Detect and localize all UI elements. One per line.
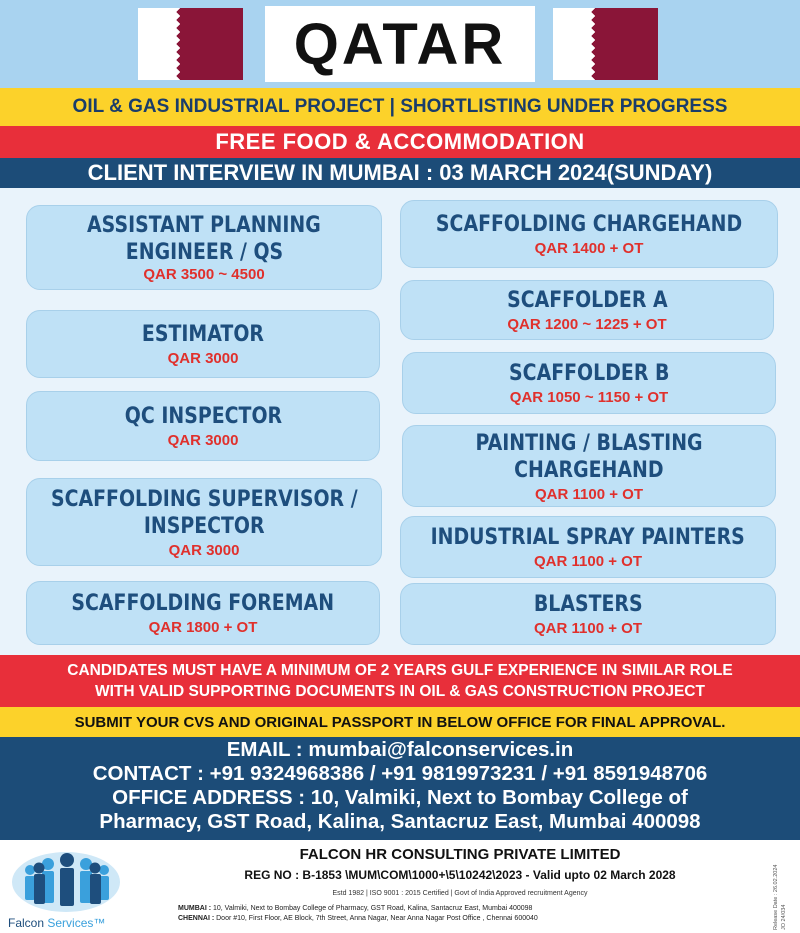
qatar-flag-icon — [138, 8, 243, 80]
benefits-banner: FREE FOOD & ACCOMMODATION — [0, 126, 800, 158]
certifications: Estd 1982 | ISO 9001 : 2015 Certified | Govt of India Approved recruitment Agency — [332, 890, 588, 897]
brand-main: Falcon — [8, 916, 45, 930]
job-salary: QAR 1100 + OT — [534, 553, 642, 570]
people-group-icon — [8, 848, 128, 914]
job-salary: QAR 1050 ~ 1150 + OT — [509, 389, 669, 406]
qatar-flag-icon — [553, 8, 658, 80]
requirements-banner — [0, 655, 800, 707]
page-title: QATAR — [293, 11, 507, 77]
release-info — [772, 846, 798, 930]
job-salary: QAR 1200 ~ 1225 + OT — [507, 316, 667, 333]
brand-sub: Services™ — [47, 916, 106, 930]
title-box — [265, 6, 535, 82]
job-salary: QAR 3500 ~ 4500 — [143, 266, 265, 283]
phone-line: CONTACT : +91 9324968386 / +91 9819973231 / +91 8591948706 — [92, 762, 708, 785]
brand-name — [8, 916, 105, 930]
job-title: QC INSPECTOR — [124, 404, 282, 429]
job-card — [26, 581, 380, 645]
chennai-address: CHENNAI : Door #10, First Floor, AE Block, 7th Street, Anna Nagar, Near Anna Nagar Post Office , Chennai 600040 — [178, 915, 538, 922]
interview-banner: CLIENT INTERVIEW IN MUMBAI : 03 MARCH 2024(SUNDAY) — [0, 158, 800, 188]
job-salary: QAR 1800 + OT — [148, 619, 258, 636]
job-card — [400, 516, 776, 578]
job-title: ASSISTANT PLANNING — [87, 213, 321, 238]
job-order: JO 24/034 — [781, 904, 787, 930]
job-card — [400, 280, 774, 340]
job-salary: QAR 1100 + OT — [535, 485, 643, 503]
job-title: SCAFFOLDING CHARGEHAND — [435, 212, 743, 237]
header-banner — [0, 0, 800, 88]
mumbai-address: MUMBAI : 10, Valmiki, Next to Bombay College of Pharmacy, GST Road, Kalina, Santacruz East, Mumbai 400098 — [178, 905, 533, 912]
job-title: INDUSTRIAL SPRAY PAINTERS — [430, 525, 746, 550]
office-address-line-1: OFFICE ADDRESS : 10, Valmiki, Next to Bombay College of — [112, 786, 688, 809]
job-title: SCAFFOLDER B — [508, 361, 670, 386]
job-salary: QAR 3000 — [167, 350, 239, 367]
requirements-line-2: WITH VALID SUPPORTING DOCUMENTS IN OIL & GAS CONSTRUCTION PROJECT — [95, 683, 705, 700]
job-card — [26, 205, 382, 290]
job-title-line2: INSPECTOR — [143, 513, 265, 539]
contact-block — [0, 737, 800, 840]
job-card — [400, 200, 778, 268]
company-name: FALCON HR CONSULTING PRIVATE LIMITED — [299, 846, 621, 863]
job-card — [26, 478, 382, 566]
job-salary: QAR 1100 + OT — [534, 620, 642, 637]
registration-number: REG NO : B-1853 \MUM\COM\1000+\5\10242\2023 - Valid upto 02 March 2028 — [244, 868, 676, 882]
job-card — [400, 583, 776, 645]
job-title: SCAFFOLDING SUPERVISOR / — [50, 486, 358, 512]
job-card — [26, 391, 380, 461]
job-card — [402, 352, 776, 414]
job-listings — [0, 188, 800, 653]
job-salary: QAR 1400 + OT — [534, 240, 644, 257]
release-date: Release Date : 26.02.2024 — [773, 864, 779, 930]
job-title-line2: CHARGEHAND — [514, 457, 664, 483]
requirements-line-1: CANDIDATES MUST HAVE A MINIMUM OF 2 YEARS GULF EXPERIENCE IN SIMILAR ROLE — [67, 662, 733, 679]
job-card — [402, 425, 776, 507]
footer — [0, 840, 800, 933]
submit-note-banner: SUBMIT YOUR CVS AND ORIGINAL PASSPORT IN BELOW OFFICE FOR FINAL APPROVAL. — [0, 707, 800, 737]
job-card — [26, 310, 380, 378]
falcon-logo — [8, 848, 128, 928]
company-info — [160, 846, 760, 897]
email-line: EMAIL : mumbai@falconservices.in — [226, 738, 574, 761]
job-title: PAINTING / BLASTING — [475, 430, 703, 456]
job-title: SCAFFOLDING FOREMAN — [71, 591, 335, 616]
job-title-line2: ENGINEER / QS — [125, 240, 283, 265]
job-salary: QAR 3000 — [168, 541, 240, 559]
branch-addresses — [178, 904, 538, 924]
project-banner: OIL & GAS INDUSTRIAL PROJECT | SHORTLISTING UNDER PROGRESS — [0, 88, 800, 126]
job-title: BLASTERS — [533, 592, 643, 617]
job-title: SCAFFOLDER A — [506, 288, 668, 313]
job-salary: QAR 3000 — [167, 432, 239, 449]
job-title: ESTIMATOR — [141, 322, 265, 347]
office-address-line-2: Pharmacy, GST Road, Kalina, Santacruz East, Mumbai 400098 — [99, 810, 701, 833]
